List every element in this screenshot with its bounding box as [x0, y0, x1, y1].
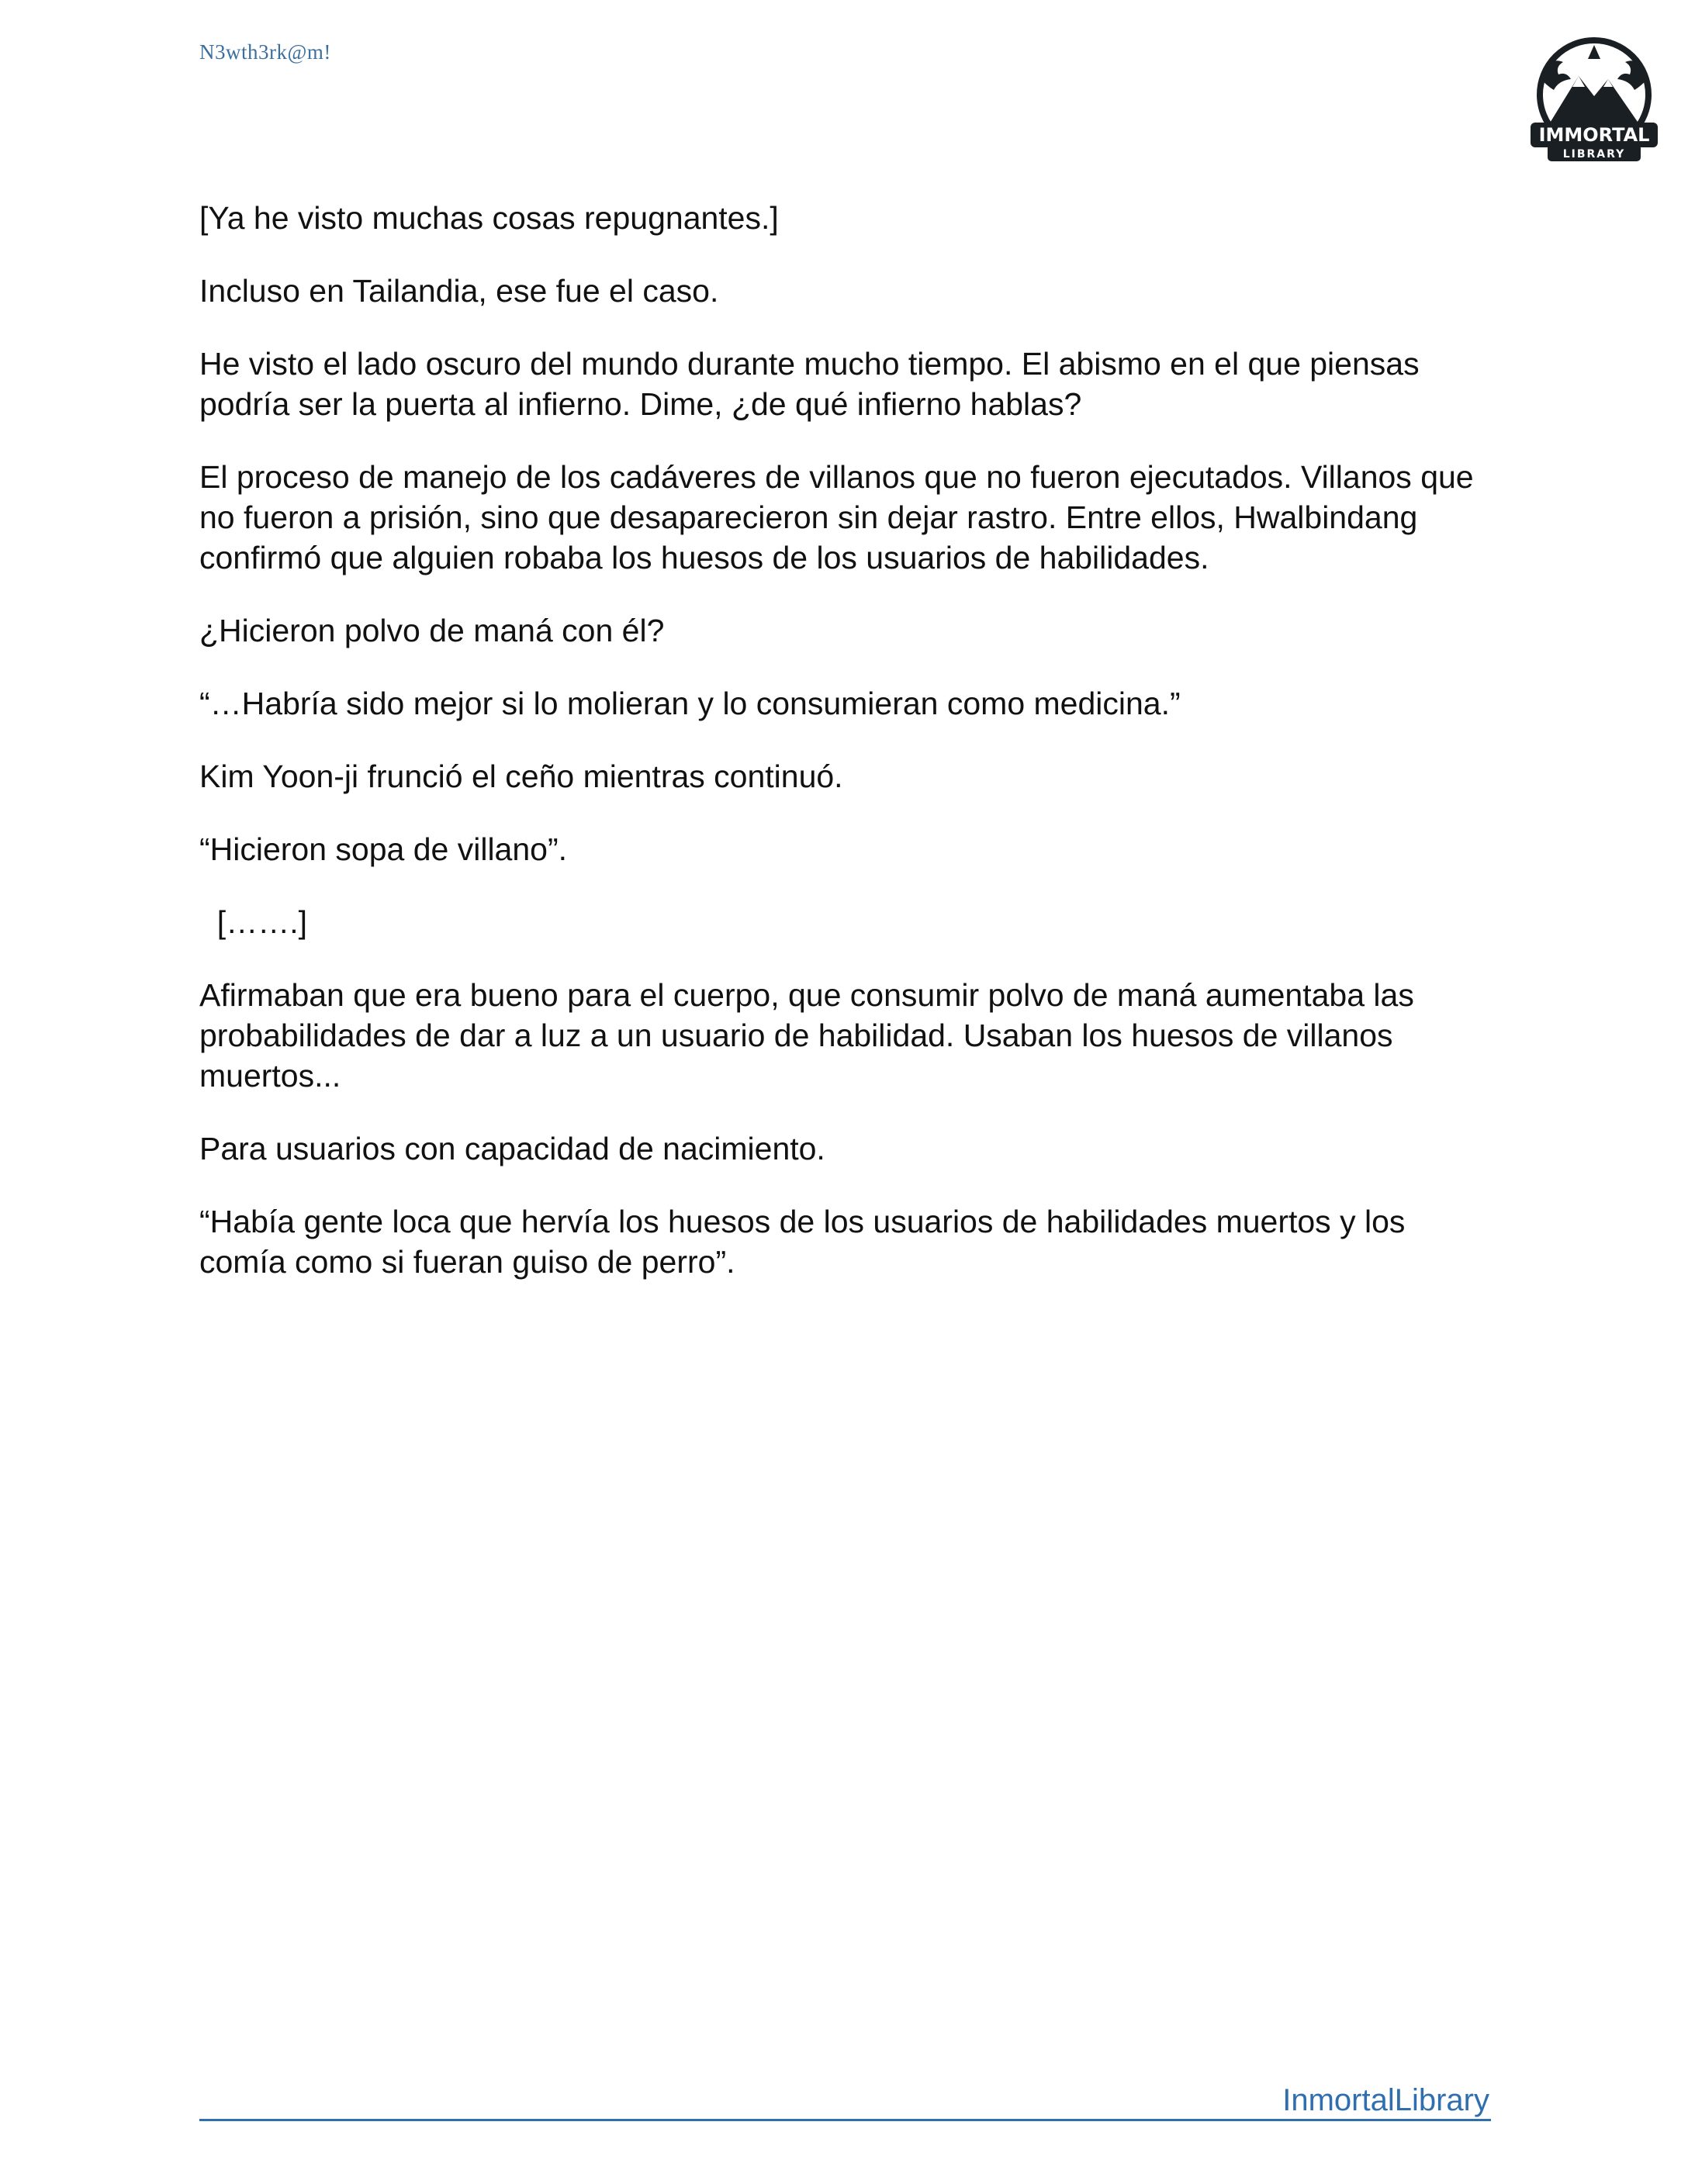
watermark-text: N3wth3rk@m!: [199, 40, 331, 64]
paragraph: Kim Yoon-ji frunció el ceño mientras continuó.: [199, 759, 843, 794]
logo-line2: LIBRARY: [1562, 148, 1626, 161]
footer-rule: [199, 2119, 1491, 2121]
paragraph: [Ya he visto muchas cosas repugnantes.]: [199, 200, 779, 236]
paragraph: El proceso de manejo de los cadáveres de villanos que no fueron ejecutados. Villanos que no fueron a prisión, sino que desaparecieron sin dejar rastro. Entre ellos, Hwalbindang confirmó que alguien robaba los huesos de los usuarios de habilidades.: [199, 459, 1483, 575]
document-body: [199, 198, 1495, 1315]
paragraph: “Había gente loca que hervía los huesos de los usuarios de habilidades muertos y los comía como si fueran guiso de perro”.: [199, 1204, 1414, 1280]
paragraph: Para usuarios con capacidad de nacimiento.: [199, 1131, 825, 1166]
logo-line1: IMMORTAL: [1538, 124, 1650, 146]
paragraph: “…Habría sido mejor si lo molieran y lo consumieran como medicina.”: [199, 686, 1181, 721]
paragraph: He visto el lado oscuro del mundo durante mucho tiempo. El abismo en el que piensas podría ser la puerta al infierno. Dime, ¿de qué infierno hablas?: [199, 346, 1428, 422]
paragraph: Afirmaban que era bueno para el cuerpo, que consumir polvo de maná aumentaba las probabilidades de dar a luz a un usuario de habilidad. Usaban los huesos de villanos muertos...: [199, 977, 1423, 1094]
paragraph: ¿Hicieron polvo de maná con él?: [199, 613, 665, 648]
paragraph: “Hicieron sopa de villano”.: [199, 831, 568, 867]
paragraph: Incluso en Tailandia, ese fue el caso.: [199, 273, 719, 309]
footer-link[interactable]: InmortalLibrary: [1282, 2083, 1489, 2117]
immortal-library-logo: [1517, 31, 1672, 171]
paragraph: […….]: [199, 904, 307, 940]
